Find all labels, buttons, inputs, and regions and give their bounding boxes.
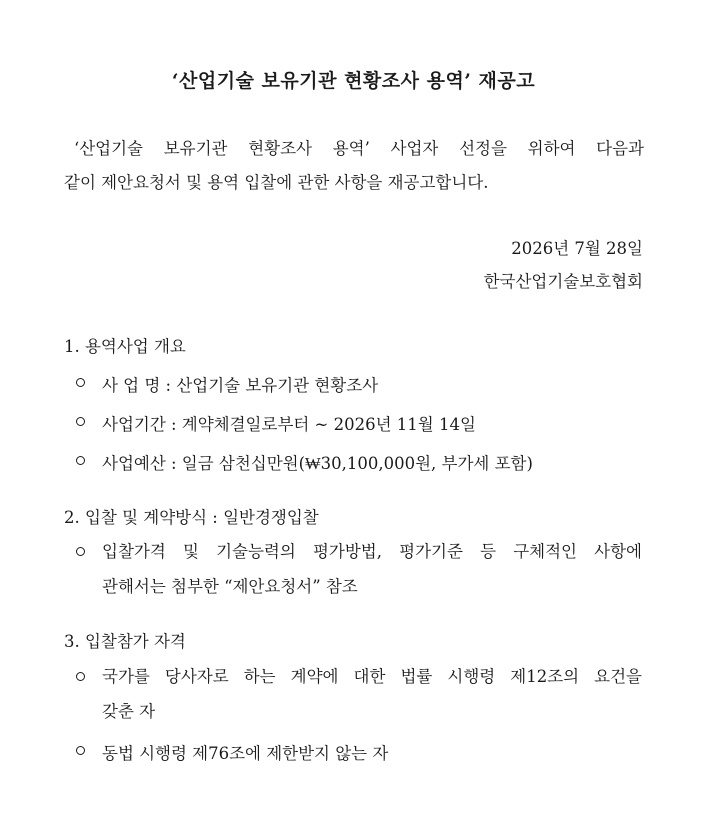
- intro-line-2: 같이 제안요청서 및 용역 입찰에 관한 사항을 재공고합니다.: [64, 173, 489, 192]
- list-item-text-line-2: 관해서는 첨부한 “제안요청서” 참조: [102, 577, 358, 596]
- circle-bullet-icon: [76, 378, 85, 387]
- circle-bullet-icon: [76, 547, 85, 556]
- list-item-text: 동법 시행령 제76조에 제한받지 않는 자: [102, 744, 389, 763]
- section-heading-2: 2. 입찰 및 계약방식 : 일반경쟁입찰: [64, 508, 319, 527]
- list-item: [102, 534, 642, 604]
- circle-bullet-icon: [76, 417, 85, 426]
- intro-paragraph: [64, 132, 644, 200]
- circle-bullet-icon: [76, 672, 85, 681]
- issuing-organization: 한국산업기술보호협회: [483, 272, 643, 291]
- list-item-text: 사업기간 : 계약체결일로부터 ~ 2026년 11월 14일: [102, 415, 476, 434]
- notice-date: 2026년 7월 28일: [511, 239, 643, 258]
- circle-bullet-icon: [76, 456, 85, 465]
- document-title: ‘산업기술 보유기관 현황조사 용역’ 재공고: [171, 70, 536, 92]
- section-heading-1: 1. 용역사업 개요: [64, 337, 186, 356]
- list-item-text: 사업예산 : 일금 삼천십만원(₩30,100,000원, 부가세 포함): [102, 454, 533, 473]
- list-item: [102, 659, 642, 729]
- list-item-text: 사 업 명 : 산업기술 보유기관 현황조사: [102, 376, 379, 395]
- list-item-text-line-1: 국가를 당사자로 하는 계약에 대한 법률 시행령 제12조의 요건을: [102, 667, 642, 686]
- circle-bullet-icon: [76, 746, 85, 755]
- list-item-text-line-1: 입찰가격 및 기술능력의 평가방법, 평가기준 등 구체적인 사항에: [102, 542, 642, 561]
- list-item-text-line-2: 갖춘 자: [102, 702, 156, 721]
- intro-line-1: ‘산업기술 보유기관 현황조사 용역’ 사업자 선정을 위하여 다음과: [74, 139, 644, 158]
- section-heading-3: 3. 입찰참가 자격: [64, 632, 186, 651]
